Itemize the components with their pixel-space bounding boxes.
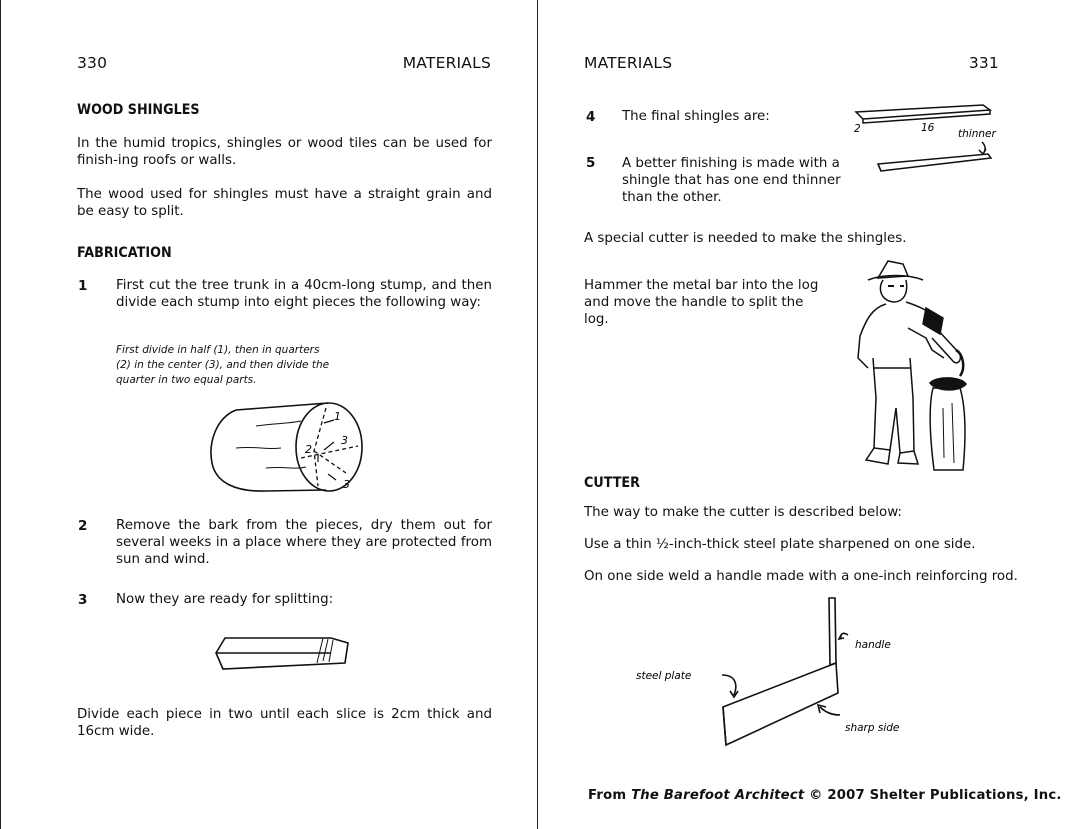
page-number-left: 330 [77,54,108,72]
log-label: 3 [341,434,348,447]
shingle-label-width: 16 [921,122,935,134]
step-text: Now they are ready for splitting: [116,592,334,607]
cutter-label-handle: handle [855,639,891,651]
page-number-right: 331 [968,54,999,72]
cutter-label-sharp-side: sharp side [845,722,900,734]
right-page [537,0,1073,829]
step-number: 3 [78,592,88,608]
cutter-needed-text: A special cutter is needed to make the shingles. [584,231,907,246]
man-splitting-log-illustration [848,258,988,478]
footer-prefix: From [588,788,632,803]
hammer-instruction: Hammer the metal bar into the log and move the handle to split the log. [584,278,819,327]
step-number: 2 [78,518,88,534]
cutter-label-steel-plate: steel plate [636,670,692,682]
wood-piece-illustration [213,633,353,673]
cutter-title: CUTTER [584,475,640,491]
step-text: First cut the tree trunk in a 40cm-long stump, and then divide each stump into eight pieces the following way: [116,278,492,310]
log-caption: First divide in half (1), then in quarters (2) in the center (3), and then divide the quarter in two equal parts. [116,344,330,386]
cutter-paragraph: Use a thin ½-inch-thick steel plate sharpened on one side. [584,537,976,552]
closing-paragraph: Divide each piece in two until each slice is 2cm thick and 16cm wide. [77,707,492,739]
intro-paragraph-1: In the humid tropics, shingles or wood tiles can be used for finish-ing roofs or walls. [77,136,492,168]
step-text: Remove the bark from the pieces, dry them out for several weeks in a place where they are protected from sun and wind. [116,518,492,567]
section-title: WOOD SHINGLES [77,102,200,118]
fabrication-title: FABRICATION [77,245,172,261]
cutter-illustration [636,595,908,755]
footer-suffix: © 2007 Shelter Publications, Inc. [804,788,1062,803]
intro-paragraph-2: The wood used for shingles must have a straight grain and be easy to split. [77,187,492,219]
running-head-left: MATERIALS [402,54,491,72]
step-number: 1 [78,278,88,294]
log-label: 1 [334,410,341,423]
cutter-paragraph: The way to make the cutter is described below: [584,505,902,520]
log-label: 2 [305,443,312,456]
shingle-label-thinner: thinner [958,128,996,140]
shingle-illustration [848,98,998,178]
shingle-label-thickness: 2 [854,123,861,135]
cutter-paragraph: On one side weld a handle made with a one-inch reinforcing rod. [584,569,1018,584]
footer-credit [588,788,1062,803]
step-text: The final shingles are: [622,109,770,124]
step-text: A better finishing is made with a shingle that has one end thinner than the other. [622,156,841,205]
step-number: 5 [586,155,596,171]
log-label: 3 [343,478,350,491]
log-illustration [206,398,376,498]
step-number: 4 [586,109,596,125]
running-head-right: MATERIALS [584,54,673,72]
footer-book-title: The Barefoot Architect [631,788,805,803]
